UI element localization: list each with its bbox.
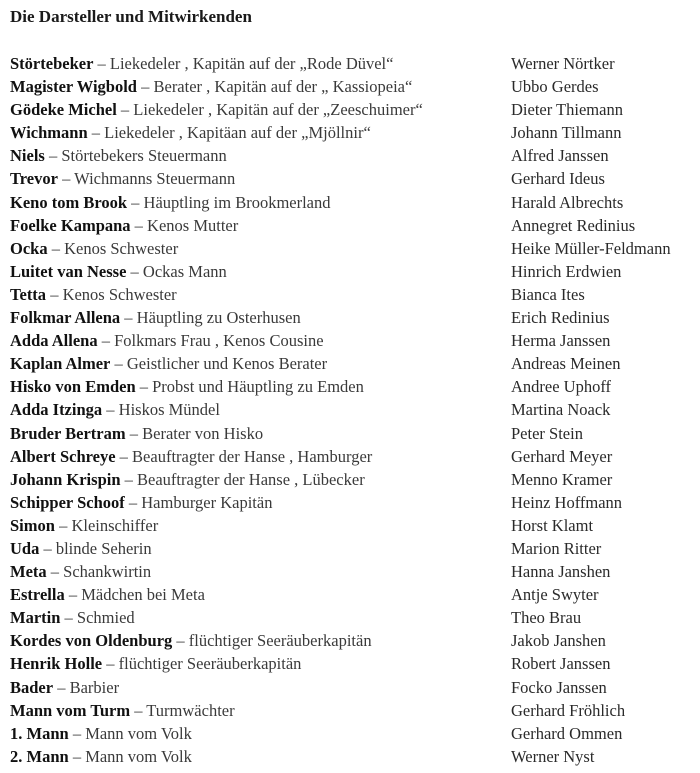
cast-list (10, 52, 698, 768)
role-description: – Schankwirtin (46, 562, 152, 582)
cast-row (10, 75, 698, 98)
role-name: Henrik Holle (10, 654, 103, 674)
actor-name: Annegret Redinius (511, 215, 636, 235)
cast-row (10, 329, 698, 352)
cast-row (10, 445, 698, 468)
role-cell (10, 144, 227, 167)
role-cell (10, 722, 192, 745)
role-cell (10, 75, 412, 98)
role-description: – Störtebekers Steuermann (44, 146, 227, 166)
role-cell (10, 214, 238, 237)
actor-name: Hinrich Erdwien (511, 261, 622, 281)
role-cell (10, 191, 331, 214)
role-name: Folkmar Allena (10, 308, 121, 328)
role-description: – flüchtiger Seeräuberkapitän (172, 631, 372, 651)
actor-name: Gerhard Ideus (511, 169, 605, 189)
role-description: – Schmied (60, 608, 135, 628)
role-name: Gödeke Michel (10, 100, 117, 120)
actor-name: Antje Swyter (511, 585, 599, 605)
role-cell (10, 283, 177, 306)
role-description: – Häuptling im Brookmerland (127, 192, 331, 212)
role-name: Keno tom Brook (10, 192, 128, 212)
role-cell (10, 260, 227, 283)
role-name: Simon (10, 515, 55, 535)
cast-row (10, 422, 698, 445)
actor-name: Hanna Janshen (511, 562, 611, 582)
role-name: Wichmann (10, 123, 88, 143)
role-cell (10, 329, 324, 352)
cast-row (10, 491, 698, 514)
role-cell (10, 398, 220, 421)
role-name: Bader (10, 677, 54, 697)
role-cell (10, 699, 235, 722)
role-cell (10, 606, 135, 629)
role-cell (10, 121, 371, 144)
role-name: Johann Krispin (10, 469, 121, 489)
role-description: – Hamburger Kapitän (124, 492, 273, 512)
actor-name: Erich Redinius (511, 308, 610, 328)
cast-row (10, 98, 698, 121)
cast-row (10, 191, 698, 214)
role-name: Tetta (10, 284, 47, 304)
cast-row (10, 676, 698, 699)
cast-row (10, 652, 698, 675)
role-cell (10, 676, 119, 699)
actor-name: Dieter Thiemann (511, 100, 623, 120)
cast-row (10, 722, 698, 745)
cast-row (10, 52, 698, 75)
role-cell (10, 629, 372, 652)
role-description: – Folkmars Frau , Kenos Cousine (97, 331, 324, 351)
role-description: – blinde Seherin (39, 538, 152, 558)
role-cell (10, 445, 372, 468)
role-cell (10, 52, 393, 75)
role-description: – Mädchen bei Meta (64, 585, 205, 605)
role-name: Adda Itzinga (10, 400, 103, 420)
role-name: Kaplan Almer (10, 354, 111, 374)
role-name: Hisko von Emden (10, 377, 136, 397)
role-description: – Turmwächter (130, 700, 235, 720)
actor-name: Marion Ritter (511, 538, 602, 558)
role-cell (10, 375, 364, 398)
role-description: – Berater von Hisko (125, 423, 264, 443)
role-cell (10, 560, 151, 583)
role-description: – Liekedeler , Kapitän auf der „Rode Düvel“ (93, 54, 394, 73)
actor-name: Gerhard Meyer (511, 446, 613, 466)
actor-name: Jakob Janshen (511, 631, 606, 651)
role-description: – Mann vom Volk (68, 746, 192, 766)
actor-name: Herma Janssen (511, 331, 611, 351)
role-cell (10, 468, 365, 491)
cast-row (10, 121, 698, 144)
role-cell (10, 652, 301, 675)
role-name: 2. Mann (10, 746, 69, 766)
cast-row (10, 237, 698, 260)
role-description: – Ockas Mann (126, 261, 227, 281)
actor-name: Gerhard Ommen (511, 723, 623, 743)
cast-row (10, 629, 698, 652)
cast-row (10, 468, 698, 491)
role-name: Albert Schreye (10, 446, 116, 466)
actor-name: Focko Janssen (511, 677, 607, 697)
cast-row (10, 306, 698, 329)
role-cell (10, 352, 327, 375)
role-cell (10, 167, 235, 190)
role-description: – Geistlicher und Kenos Berater (110, 354, 328, 374)
role-description: – Wichmanns Steuermann (57, 169, 236, 189)
actor-name: Heike Müller-Feldmann (511, 238, 671, 258)
role-name: Luitet van Nesse (10, 261, 127, 281)
cast-row (10, 699, 698, 722)
role-cell (10, 98, 423, 121)
role-cell (10, 514, 158, 537)
actor-name: Menno Kramer (511, 469, 613, 489)
cast-row (10, 514, 698, 537)
actor-name: Werner Nyst (511, 746, 595, 766)
role-description: – Probst und Häuptling zu Emden (135, 377, 364, 397)
role-name: Martin (10, 608, 61, 628)
role-cell (10, 237, 178, 260)
role-description: – Mann vom Volk (68, 723, 192, 743)
role-cell (10, 306, 301, 329)
actor-name: Theo Brau (511, 608, 582, 628)
role-description: – Liekedeler , Kapitäan auf der „Mjöllnir“ (87, 123, 371, 143)
actor-name: Werner Nörtker (511, 54, 615, 73)
role-name: Schipper Schoof (10, 492, 125, 512)
role-name: Uda (10, 538, 40, 558)
role-description: – Beauftragter der Hanse , Hamburger (115, 446, 373, 466)
actor-name: Ubbo Gerdes (511, 77, 599, 97)
cast-row (10, 352, 698, 375)
cast-row (10, 144, 698, 167)
actor-name: Martina Noack (511, 400, 611, 420)
cast-row (10, 537, 698, 560)
role-cell (10, 745, 192, 768)
role-cell (10, 491, 272, 514)
actor-name: Robert Janssen (511, 654, 611, 674)
cast-row (10, 583, 698, 606)
actor-name: Heinz Hoffmann (511, 492, 623, 512)
cast-row (10, 214, 698, 237)
cast-row (10, 167, 698, 190)
role-name: Meta (10, 562, 47, 582)
role-description: – Kleinschiffer (54, 515, 159, 535)
actor-name: Andree Uphoff (511, 377, 612, 397)
role-description: – Barbier (53, 677, 120, 697)
actor-name: Harald Albrechts (511, 192, 624, 212)
role-name: Magister Wigbold (10, 77, 137, 97)
cast-row (10, 606, 698, 629)
role-description: – Beauftragter der Hanse , Lübecker (120, 469, 365, 489)
role-name: Mann vom Turm (10, 700, 131, 720)
actor-name: Alfred Janssen (511, 146, 609, 166)
role-description: – flüchtiger Seeräuberkapitän (102, 654, 302, 674)
cast-row (10, 398, 698, 421)
cast-row (10, 560, 698, 583)
role-name: Estrella (10, 585, 65, 605)
role-cell (10, 537, 152, 560)
role-name: Foelke Kampana (10, 215, 131, 235)
role-name: Trevor (10, 169, 58, 189)
role-description: – Kenos Mutter (130, 215, 239, 235)
actor-name: Peter Stein (511, 423, 583, 443)
role-description: – Hiskos Mündel (102, 400, 220, 420)
role-description: – Berater , Kapitän auf der „ Kassiopeia“ (136, 77, 413, 97)
role-name: Bruder Bertram (10, 423, 126, 443)
role-description: – Häuptling zu Osterhusen (120, 308, 301, 328)
role-name: Niels (10, 146, 45, 166)
page-title: Die Darsteller und Mitwirkenden (10, 7, 252, 26)
actor-name: Gerhard Fröhlich (511, 700, 626, 720)
role-name: Kordes von Oldenburg (10, 631, 173, 651)
role-cell (10, 583, 205, 606)
cast-row (10, 745, 698, 768)
role-description: – Kenos Schwester (47, 238, 179, 258)
role-name: Ocka (10, 238, 48, 258)
actor-name: Horst Klamt (511, 515, 594, 535)
actor-name: Johann Tillmann (511, 123, 622, 143)
cast-row (10, 283, 698, 306)
actor-name: Andreas Meinen (511, 354, 621, 374)
role-name: Adda Allena (10, 331, 98, 351)
role-cell (10, 422, 263, 445)
role-name: Störtebeker (10, 54, 94, 73)
role-description: – Liekedeler , Kapitän auf der „Zeeschuimer“ (116, 100, 423, 120)
role-description: – Kenos Schwester (46, 284, 177, 304)
role-name: 1. Mann (10, 723, 69, 743)
cast-row (10, 260, 698, 283)
actor-name: Bianca Ites (511, 284, 585, 304)
cast-row (10, 375, 698, 398)
